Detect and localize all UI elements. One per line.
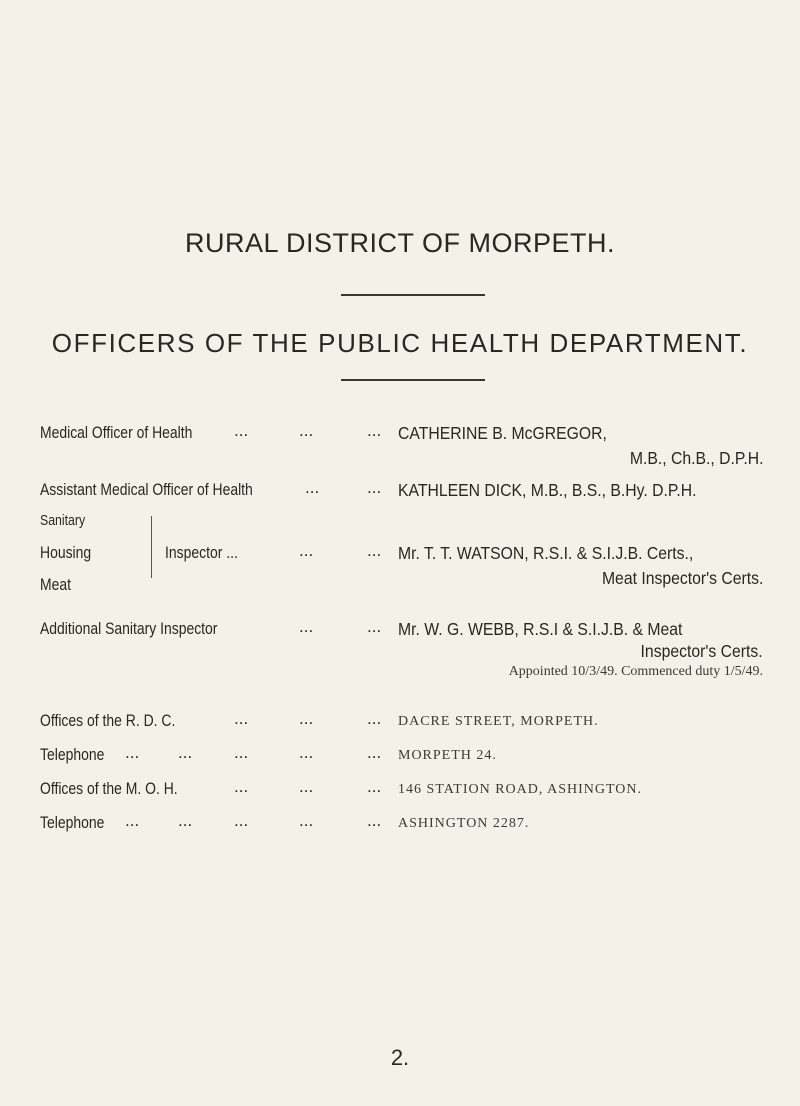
leader-dots: ... — [299, 541, 314, 560]
page-subtitle: OFFICERS OF THE PUBLIC HEALTH DEPARTMENT. — [51, 328, 749, 358]
divider — [341, 294, 485, 296]
leader-dots: ... — [178, 743, 193, 762]
value-medical-officer: CATHERINE B. McGREGOR, — [398, 423, 607, 443]
leader-dots: ... — [367, 709, 382, 728]
value-medical-officer-quals: M.B., Ch.B., D.P.H. — [629, 448, 763, 468]
leader-dots: ... — [367, 478, 382, 497]
brace — [145, 516, 152, 578]
leader-dots: ... — [299, 617, 314, 636]
label-moh-offices: Offices of the M. O. H. — [40, 779, 178, 798]
leader-dots: ... — [299, 709, 314, 728]
leader-dots: ... — [367, 811, 382, 830]
value-additional-inspector: Mr. W. G. WEBB, R.S.I & S.I.J.B. & Meat — [398, 619, 683, 639]
label-rdc-telephone: Telephone — [40, 745, 105, 764]
value-additional-inspector-quals: Inspector's Certs. — [640, 641, 763, 661]
label-moh-telephone: Telephone — [40, 813, 105, 832]
label-medical-officer: Medical Officer of Health — [40, 423, 193, 442]
label-sanitary: Sanitary — [40, 512, 86, 529]
value-assistant-medical-officer: KATHLEEN DICK, M.B., B.S., B.Hy. D.P.H. — [398, 480, 697, 500]
leader-dots: ... — [299, 777, 314, 796]
leader-dots: ... — [234, 811, 249, 830]
value-moh-offices: 146 STATION ROAD, ASHINGTON. — [398, 782, 643, 797]
leader-dots: ... — [234, 421, 249, 440]
label-inspector: Inspector ... — [165, 543, 238, 562]
leader-dots: ... — [367, 617, 382, 636]
value-moh-telephone: ASHINGTON 2287. — [398, 816, 530, 831]
leader-dots: ... — [305, 478, 320, 497]
label-meat: Meat — [40, 575, 71, 594]
divider — [341, 379, 485, 381]
page-title: RURAL DISTRICT OF MORPETH. — [184, 228, 616, 258]
label-rdc-offices: Offices of the R. D. C. — [40, 711, 176, 730]
leader-dots: ... — [367, 421, 382, 440]
value-inspector: Mr. T. T. WATSON, R.S.I. & S.I.J.B. Certs., — [398, 543, 694, 563]
leader-dots: ... — [234, 709, 249, 728]
leader-dots: ... — [125, 743, 140, 762]
appointment-note: Appointed 10/3/49. Commenced duty 1/5/49. — [508, 664, 763, 679]
leader-dots: ... — [234, 743, 249, 762]
label-additional-inspector: Additional Sanitary Inspector — [40, 619, 218, 638]
leader-dots: ... — [367, 743, 382, 762]
leader-dots: ... — [125, 811, 140, 830]
value-inspector-quals: Meat Inspector's Certs. — [601, 568, 763, 588]
page-number: 2. — [390, 1045, 410, 1070]
leader-dots: ... — [234, 777, 249, 796]
leader-dots: ... — [299, 743, 314, 762]
leader-dots: ... — [299, 421, 314, 440]
leader-dots: ... — [299, 811, 314, 830]
value-rdc-telephone: MORPETH 24. — [398, 748, 497, 763]
label-assistant-medical-officer: Assistant Medical Officer of Health — [40, 480, 253, 499]
value-rdc-offices: DACRE STREET, MORPETH. — [398, 714, 599, 729]
leader-dots: ... — [178, 811, 193, 830]
label-housing: Housing — [40, 543, 92, 562]
leader-dots: ... — [367, 541, 382, 560]
leader-dots: ... — [367, 777, 382, 796]
